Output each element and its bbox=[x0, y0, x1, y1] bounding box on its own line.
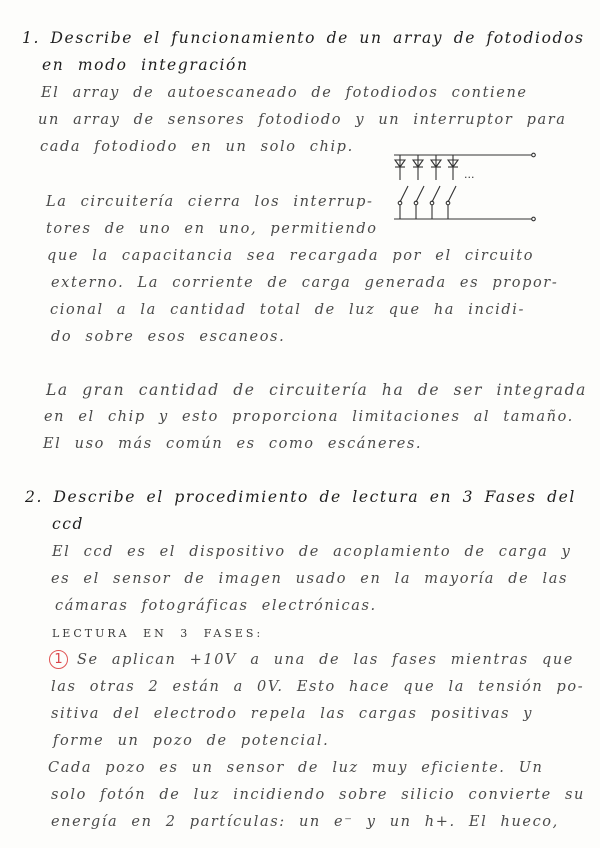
question-2-line-2: ccd bbox=[52, 515, 85, 533]
answer-2-text-line: cámaras fotográficas electrónicas. bbox=[55, 598, 377, 614]
answer-2-text-line: Cada pozo es un sensor de luz muy eficiente. Un bbox=[48, 760, 544, 776]
switch-icon bbox=[414, 186, 424, 219]
subheading-lectura-3-fases: LECTURA EN 3 FASES: bbox=[52, 627, 264, 640]
question-2-line-1: 2. Describe el procedimiento de lectura en 3 Fases del bbox=[25, 488, 576, 506]
switch-icon bbox=[398, 186, 408, 219]
answer-1-text-line: El array de autoescaneado de fotodiodos contiene bbox=[41, 85, 528, 101]
answer-2-text-line: las otras 2 están a 0V. Esto hace que la tensión po- bbox=[51, 679, 585, 695]
answer-1-text-line: un array de sensores fotodiodo y un interruptor para bbox=[38, 112, 567, 128]
answer-1-text-line: tores de uno en uno, permitiendo bbox=[46, 221, 378, 237]
answer-1-text-line: La circuitería cierra los interrup- bbox=[46, 194, 374, 210]
answer-2-text-line: energía en 2 partículas: un e⁻ y un h+. El hueco, bbox=[51, 814, 559, 830]
answer-1-text-line: do sobre esos escaneos. bbox=[51, 329, 286, 345]
answer-1-text-line: que la capacitancia sea recargada por el circuito bbox=[47, 248, 535, 264]
photodiode-icon bbox=[413, 155, 423, 180]
photodiode-array-diagram bbox=[390, 146, 540, 226]
answer-1-text-line: La gran cantidad de circuitería ha de ser integrada bbox=[46, 381, 587, 399]
photodiode-icon bbox=[395, 155, 405, 180]
photodiode-icon bbox=[448, 155, 458, 180]
answer-2-text-line: solo fotón de luz incidiendo sobre silicio convierte su bbox=[51, 787, 585, 803]
answer-1-text-line: cional a la cantidad total de luz que ha incidi- bbox=[50, 302, 525, 318]
answer-2-text-line: Se aplican +10V a una de las fases mientras que bbox=[77, 652, 574, 668]
answer-2-text-line: sitiva del electrodo repela las cargas positivas y bbox=[51, 706, 534, 722]
photodiode-icon bbox=[431, 155, 441, 180]
question-1-line-2: en modo integración bbox=[42, 56, 249, 74]
step-number-badge bbox=[49, 650, 68, 669]
question-1-line-1: 1. Describe el funcionamiento de un array de fotodiodos bbox=[22, 29, 585, 47]
answer-2-text-line: es el sensor de imagen usado en la mayoría de las bbox=[51, 571, 569, 587]
answer-1-text-line: externo. La corriente de carga generada es propor- bbox=[51, 275, 559, 291]
switch-icon bbox=[446, 186, 456, 219]
answer-1-text-line: cada fotodiodo en un solo chip. bbox=[40, 139, 354, 155]
answer-2-text-line: forme un pozo de potencial. bbox=[53, 733, 330, 749]
answer-1-text-line: en el chip y esto proporciona limitaciones al tamaño. bbox=[44, 409, 574, 425]
answer-2-text-line: El ccd es el dispositivo de acoplamiento de carga y bbox=[52, 544, 572, 560]
step-number: 1 bbox=[54, 652, 63, 667]
switch-icon bbox=[430, 186, 440, 219]
answer-1-text-line: El uso más común es como escáneres. bbox=[43, 436, 423, 452]
diagram-ellipsis: ... bbox=[464, 168, 475, 181]
